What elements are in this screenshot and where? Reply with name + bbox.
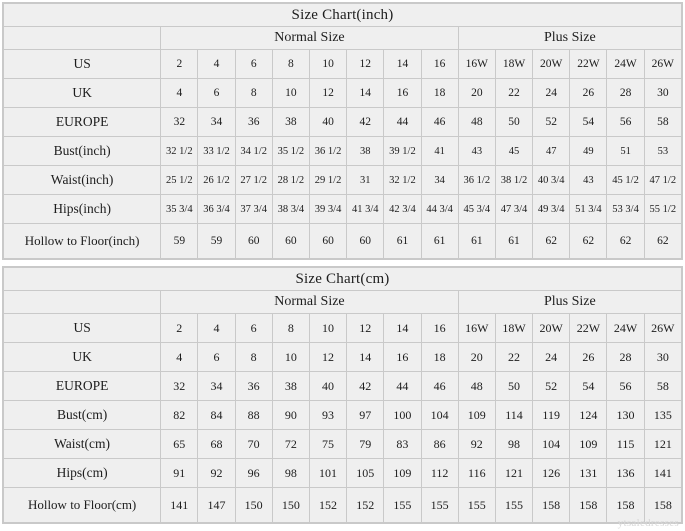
cell: 65 [161, 430, 198, 459]
cell: 12 [347, 314, 384, 343]
cell: 44 [384, 372, 421, 401]
cell: 8 [272, 314, 309, 343]
cell: 20 [458, 79, 495, 108]
cell: 16 [421, 50, 458, 79]
cell: 58 [644, 108, 681, 137]
cell: 30 [644, 343, 681, 372]
cell: 36 [235, 372, 272, 401]
cell: 6 [198, 343, 235, 372]
cell: 18W [495, 314, 532, 343]
cell: 44 3/4 [421, 195, 458, 224]
cell: 10 [272, 343, 309, 372]
cell: 116 [458, 459, 495, 488]
cell: 158 [607, 488, 644, 523]
cell: 54 [570, 372, 607, 401]
cell: 121 [495, 459, 532, 488]
cell: 45 3/4 [458, 195, 495, 224]
cell: 4 [198, 50, 235, 79]
cell: 24 [533, 79, 570, 108]
cell: 36 3/4 [198, 195, 235, 224]
cell: 54 [570, 108, 607, 137]
cell: 8 [235, 79, 272, 108]
cell: 14 [384, 50, 421, 79]
cell: 24W [607, 314, 644, 343]
cell: 83 [384, 430, 421, 459]
cell: 50 [495, 372, 532, 401]
cell: 39 1/2 [384, 137, 421, 166]
cell: 62 [570, 224, 607, 259]
cell: 56 [607, 108, 644, 137]
cell: 155 [495, 488, 532, 523]
cell: 38 [347, 137, 384, 166]
row-label-europe: EUROPE [4, 372, 161, 401]
cell: 36 1/2 [458, 166, 495, 195]
cell: 112 [421, 459, 458, 488]
cell: 68 [198, 430, 235, 459]
cell: 43 [458, 137, 495, 166]
cm-size-chart-table [3, 267, 682, 523]
cell: 16 [384, 343, 421, 372]
cell: 28 [607, 79, 644, 108]
cell: 32 1/2 [161, 137, 198, 166]
cell: 96 [235, 459, 272, 488]
cell: 22 [495, 343, 532, 372]
cell: 20W [533, 50, 570, 79]
table-row [4, 137, 682, 166]
cell: 30 [644, 79, 681, 108]
cell: 48 [458, 372, 495, 401]
cell: 29 1/2 [309, 166, 346, 195]
cell: 31 [347, 166, 384, 195]
cell: 37 3/4 [235, 195, 272, 224]
cell: 8 [235, 343, 272, 372]
cell: 16 [421, 314, 458, 343]
cell: 55 1/2 [644, 195, 681, 224]
inch-chart-title: Size Chart(inch) [4, 4, 682, 27]
row-label-bust-cm: Bust(cm) [4, 401, 161, 430]
row-label-waist-cm: Waist(cm) [4, 430, 161, 459]
cell: 147 [198, 488, 235, 523]
cell: 47 3/4 [495, 195, 532, 224]
cell: 41 3/4 [347, 195, 384, 224]
cell: 14 [347, 343, 384, 372]
cell: 36 1/2 [309, 137, 346, 166]
cell: 136 [607, 459, 644, 488]
size-chart-page [0, 2, 685, 531]
cell: 60 [309, 224, 346, 259]
cell: 114 [495, 401, 532, 430]
row-label-hips-inch: Hips(inch) [4, 195, 161, 224]
cell: 60 [272, 224, 309, 259]
cm-chart-title: Size Chart(cm) [4, 268, 682, 291]
cell: 141 [161, 488, 198, 523]
cell: 100 [384, 401, 421, 430]
cell: 6 [235, 314, 272, 343]
table-row [4, 79, 682, 108]
cell: 61 [495, 224, 532, 259]
cell: 24 [533, 343, 570, 372]
cell: 16 [384, 79, 421, 108]
cell: 61 [384, 224, 421, 259]
group-header-normal-size: Normal Size [161, 27, 459, 50]
cell: 126 [533, 459, 570, 488]
cell: 43 [570, 166, 607, 195]
cell: 40 [309, 372, 346, 401]
table-row [4, 401, 682, 430]
cell: 2 [161, 50, 198, 79]
cell: 4 [161, 79, 198, 108]
cell: 6 [235, 50, 272, 79]
cell: 44 [384, 108, 421, 137]
row-label-hollow-to-floor-inch: Hollow to Floor(inch) [4, 224, 161, 259]
cell: 62 [533, 224, 570, 259]
cell: 62 [607, 224, 644, 259]
cell: 42 [347, 108, 384, 137]
cell: 47 [533, 137, 570, 166]
cm-size-chart-block [2, 266, 683, 524]
table-row [4, 224, 682, 259]
row-label-uk: UK [4, 343, 161, 372]
cell: 4 [161, 343, 198, 372]
cell: 38 1/2 [495, 166, 532, 195]
cell: 32 [161, 372, 198, 401]
row-label-hips-cm: Hips(cm) [4, 459, 161, 488]
cell: 18 [421, 79, 458, 108]
table-row [4, 195, 682, 224]
cell: 20 [458, 343, 495, 372]
cell: 79 [347, 430, 384, 459]
cell: 155 [384, 488, 421, 523]
table-row [4, 430, 682, 459]
cell: 158 [533, 488, 570, 523]
group-header-empty [4, 27, 161, 50]
cell: 152 [347, 488, 384, 523]
inch-size-chart-table [3, 3, 682, 259]
cell: 2 [161, 314, 198, 343]
cell: 32 [161, 108, 198, 137]
watermark-text: ytsaledresses [617, 517, 679, 529]
cell: 18W [495, 50, 532, 79]
cell: 53 3/4 [607, 195, 644, 224]
cell: 61 [458, 224, 495, 259]
cell: 92 [458, 430, 495, 459]
row-label-us: US [4, 314, 161, 343]
cell: 52 [533, 108, 570, 137]
cell: 93 [309, 401, 346, 430]
cell: 39 3/4 [309, 195, 346, 224]
cell: 91 [161, 459, 198, 488]
table-row [4, 343, 682, 372]
cell: 25 1/2 [161, 166, 198, 195]
cell: 53 [644, 137, 681, 166]
row-label-waist-inch: Waist(inch) [4, 166, 161, 195]
table-row [4, 166, 682, 195]
cell: 18 [421, 343, 458, 372]
cell: 121 [644, 430, 681, 459]
cell: 26 [570, 343, 607, 372]
cell: 51 [607, 137, 644, 166]
cell: 135 [644, 401, 681, 430]
cell: 8 [272, 50, 309, 79]
cell: 59 [161, 224, 198, 259]
cell: 4 [198, 314, 235, 343]
cell: 26W [644, 50, 681, 79]
cell: 109 [570, 430, 607, 459]
cell: 45 1/2 [607, 166, 644, 195]
cell: 34 [198, 108, 235, 137]
cell: 150 [272, 488, 309, 523]
cell: 51 3/4 [570, 195, 607, 224]
table-row [4, 459, 682, 488]
cell: 115 [607, 430, 644, 459]
cell: 158 [644, 488, 681, 523]
cell: 46 [421, 372, 458, 401]
cell: 16W [458, 50, 495, 79]
cell: 35 1/2 [272, 137, 309, 166]
group-header-normal-size: Normal Size [161, 291, 459, 314]
cell: 10 [309, 314, 346, 343]
cell: 109 [458, 401, 495, 430]
cell: 32 1/2 [384, 166, 421, 195]
cell: 42 3/4 [384, 195, 421, 224]
cell: 98 [495, 430, 532, 459]
cell: 33 1/2 [198, 137, 235, 166]
cell: 26W [644, 314, 681, 343]
cell: 105 [347, 459, 384, 488]
cell: 20W [533, 314, 570, 343]
cell: 10 [272, 79, 309, 108]
cell: 82 [161, 401, 198, 430]
cell: 88 [235, 401, 272, 430]
cell: 45 [495, 137, 532, 166]
cell: 38 3/4 [272, 195, 309, 224]
cell: 90 [272, 401, 309, 430]
cell: 56 [607, 372, 644, 401]
cell: 24W [607, 50, 644, 79]
cell: 60 [347, 224, 384, 259]
cell: 70 [235, 430, 272, 459]
cell: 59 [198, 224, 235, 259]
cell: 131 [570, 459, 607, 488]
cell: 49 [570, 137, 607, 166]
cell: 152 [309, 488, 346, 523]
cell: 101 [309, 459, 346, 488]
group-header-empty [4, 291, 161, 314]
group-header-plus-size: Plus Size [458, 27, 681, 50]
cell: 14 [384, 314, 421, 343]
cell: 42 [347, 372, 384, 401]
row-label-us: US [4, 50, 161, 79]
table-row [4, 291, 682, 314]
table-row [4, 50, 682, 79]
row-label-europe: EUROPE [4, 108, 161, 137]
cell: 46 [421, 108, 458, 137]
cell: 124 [570, 401, 607, 430]
cell: 97 [347, 401, 384, 430]
group-header-plus-size: Plus Size [458, 291, 681, 314]
cell: 58 [644, 372, 681, 401]
cell: 10 [309, 50, 346, 79]
cell: 35 3/4 [161, 195, 198, 224]
cell: 34 [421, 166, 458, 195]
cell: 22 [495, 79, 532, 108]
table-row [4, 372, 682, 401]
inch-size-chart-block [2, 2, 683, 260]
cell: 22W [570, 314, 607, 343]
cell: 34 1/2 [235, 137, 272, 166]
cell: 84 [198, 401, 235, 430]
cell: 40 [309, 108, 346, 137]
cell: 72 [272, 430, 309, 459]
cell: 86 [421, 430, 458, 459]
cell: 98 [272, 459, 309, 488]
cell: 12 [347, 50, 384, 79]
cell: 38 [272, 372, 309, 401]
table-row [4, 27, 682, 50]
cell: 48 [458, 108, 495, 137]
table-row [4, 314, 682, 343]
cell: 26 [570, 79, 607, 108]
row-label-bust-inch: Bust(inch) [4, 137, 161, 166]
table-row [4, 268, 682, 291]
cell: 61 [421, 224, 458, 259]
cell: 27 1/2 [235, 166, 272, 195]
cell: 16W [458, 314, 495, 343]
cell: 104 [421, 401, 458, 430]
cell: 34 [198, 372, 235, 401]
cell: 92 [198, 459, 235, 488]
cell: 12 [309, 79, 346, 108]
cell: 12 [309, 343, 346, 372]
cell: 28 1/2 [272, 166, 309, 195]
cell: 158 [570, 488, 607, 523]
table-row [4, 4, 682, 27]
cell: 150 [235, 488, 272, 523]
cell: 60 [235, 224, 272, 259]
cell: 36 [235, 108, 272, 137]
cell: 50 [495, 108, 532, 137]
row-label-hollow-to-floor-cm: Hollow to Floor(cm) [4, 488, 161, 523]
cell: 26 1/2 [198, 166, 235, 195]
table-row [4, 108, 682, 137]
cell: 141 [644, 459, 681, 488]
cell: 47 1/2 [644, 166, 681, 195]
cell: 130 [607, 401, 644, 430]
cell: 49 3/4 [533, 195, 570, 224]
table-row [4, 488, 682, 523]
cell: 38 [272, 108, 309, 137]
cell: 119 [533, 401, 570, 430]
cell: 40 3/4 [533, 166, 570, 195]
cell: 155 [458, 488, 495, 523]
cell: 62 [644, 224, 681, 259]
row-label-uk: UK [4, 79, 161, 108]
cell: 41 [421, 137, 458, 166]
cell: 104 [533, 430, 570, 459]
cell: 6 [198, 79, 235, 108]
cell: 14 [347, 79, 384, 108]
cell: 28 [607, 343, 644, 372]
cell: 52 [533, 372, 570, 401]
cell: 75 [309, 430, 346, 459]
cell: 22W [570, 50, 607, 79]
cell: 155 [421, 488, 458, 523]
cell: 109 [384, 459, 421, 488]
